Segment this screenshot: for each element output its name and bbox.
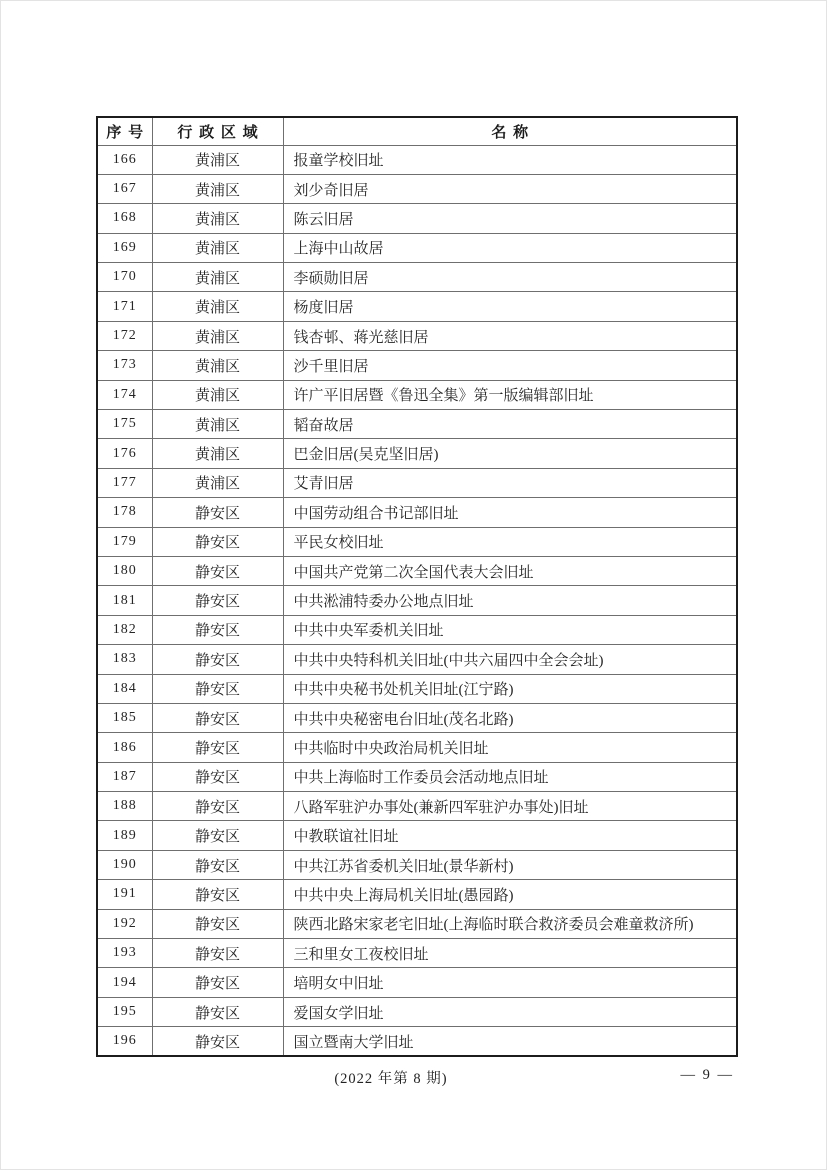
column-header-label: 名称 (491, 123, 535, 141)
serial-cell: 189 (97, 821, 152, 850)
table-row (97, 204, 737, 233)
column-header-label: 序号 (106, 123, 150, 141)
table-row (97, 615, 737, 644)
serial-cell: 190 (97, 850, 152, 879)
district-cell: 静安区 (152, 527, 283, 556)
serial-cell: 196 (97, 1027, 152, 1056)
district-cell: 静安区 (152, 880, 283, 909)
district-cell: 静安区 (152, 909, 283, 938)
table-row (97, 321, 737, 350)
serial-cell: 195 (97, 997, 152, 1026)
district-cell: 静安区 (152, 556, 283, 585)
district-cell: 黄浦区 (152, 292, 283, 321)
district-cell: 黄浦区 (152, 410, 283, 439)
name-cell: 刘少奇旧居 (283, 174, 737, 203)
name-cell: 中教联谊社旧址 (283, 821, 737, 850)
serial-cell: 181 (97, 586, 152, 615)
serial-cell: 171 (97, 292, 152, 321)
serial-cell: 174 (97, 380, 152, 409)
name-cell: 中共中央特科机关旧址(中共六届四中全会会址) (283, 645, 737, 674)
serial-cell: 186 (97, 733, 152, 762)
serial-cell: 173 (97, 351, 152, 380)
serial-cell: 168 (97, 204, 152, 233)
district-cell: 黄浦区 (152, 380, 283, 409)
district-cell: 静安区 (152, 850, 283, 879)
table-row (97, 263, 737, 292)
name-cell: 钱杏邨、蒋光慈旧居 (283, 321, 737, 350)
name-cell: 韬奋故居 (283, 410, 737, 439)
table-row (97, 939, 737, 968)
name-cell: 沙千里旧居 (283, 351, 737, 380)
table-row (97, 351, 737, 380)
serial-cell: 182 (97, 615, 152, 644)
name-cell: 八路军驻沪办事处(兼新四军驻沪办事处)旧址 (283, 792, 737, 821)
name-cell: 艾青旧居 (283, 468, 737, 497)
name-cell: 中国共产党第二次全国代表大会旧址 (283, 556, 737, 585)
table-row (97, 850, 737, 879)
district-cell: 黄浦区 (152, 321, 283, 350)
serial-cell: 183 (97, 645, 152, 674)
name-cell: 中共江苏省委机关旧址(景华新村) (283, 850, 737, 879)
district-cell: 静安区 (152, 703, 283, 732)
table-row (97, 997, 737, 1026)
table-row (97, 586, 737, 615)
name-cell: 中共中央上海局机关旧址(愚园路) (283, 880, 737, 909)
column-header-2 (283, 117, 737, 145)
name-cell: 中共上海临时工作委员会活动地点旧址 (283, 762, 737, 791)
header-row (97, 117, 737, 145)
table-row (97, 880, 737, 909)
name-cell: 爱国女学旧址 (283, 997, 737, 1026)
table-row (97, 645, 737, 674)
name-cell: 国立暨南大学旧址 (283, 1027, 737, 1056)
district-cell: 黄浦区 (152, 351, 283, 380)
name-cell: 平民女校旧址 (283, 527, 737, 556)
table-row (97, 233, 737, 262)
column-header-label: 行政区域 (177, 123, 265, 141)
serial-cell: 179 (97, 527, 152, 556)
name-cell: 陈云旧居 (283, 204, 737, 233)
table-row (97, 380, 737, 409)
serial-cell: 172 (97, 321, 152, 350)
district-cell: 静安区 (152, 821, 283, 850)
table-row (97, 909, 737, 938)
serial-cell: 166 (97, 145, 152, 174)
name-cell: 中国劳动组合书记部旧址 (283, 498, 737, 527)
column-header-1 (152, 117, 283, 145)
table-row (97, 556, 737, 585)
name-cell: 杨度旧居 (283, 292, 737, 321)
name-cell: 上海中山故居 (283, 233, 737, 262)
table-row (97, 174, 737, 203)
district-cell: 黄浦区 (152, 263, 283, 292)
district-cell: 黄浦区 (152, 145, 283, 174)
name-cell: 许广平旧居暨《鲁迅全集》第一版编辑部旧址 (283, 380, 737, 409)
table-row (97, 733, 737, 762)
name-cell: 陕西北路宋家老宅旧址(上海临时联合救济委员会难童救济所) (283, 909, 737, 938)
serial-cell: 188 (97, 792, 152, 821)
district-cell: 黄浦区 (152, 439, 283, 468)
table-row (97, 792, 737, 821)
serial-cell: 192 (97, 909, 152, 938)
table-row (97, 821, 737, 850)
table-header (97, 117, 737, 145)
name-cell: 李硕勋旧居 (283, 263, 737, 292)
district-cell: 黄浦区 (152, 233, 283, 262)
table-row (97, 498, 737, 527)
district-cell: 黄浦区 (152, 468, 283, 497)
serial-cell: 175 (97, 410, 152, 439)
name-cell: 培明女中旧址 (283, 968, 737, 997)
serial-cell: 191 (97, 880, 152, 909)
district-cell: 静安区 (152, 645, 283, 674)
table-row (97, 968, 737, 997)
table-row (97, 410, 737, 439)
name-cell: 中共淞浦特委办公地点旧址 (283, 586, 737, 615)
table-row (97, 762, 737, 791)
serial-cell: 184 (97, 674, 152, 703)
district-cell: 静安区 (152, 968, 283, 997)
district-cell: 静安区 (152, 792, 283, 821)
district-cell: 静安区 (152, 615, 283, 644)
serial-cell: 194 (97, 968, 152, 997)
district-cell: 静安区 (152, 586, 283, 615)
table-row (97, 145, 737, 174)
serial-cell: 176 (97, 439, 152, 468)
district-cell: 静安区 (152, 733, 283, 762)
table-row (97, 703, 737, 732)
serial-cell: 178 (97, 498, 152, 527)
district-cell: 静安区 (152, 1027, 283, 1056)
name-cell: 中共中央军委机关旧址 (283, 615, 737, 644)
table-row (97, 468, 737, 497)
column-header-0 (97, 117, 152, 145)
district-cell: 静安区 (152, 498, 283, 527)
serial-cell: 185 (97, 703, 152, 732)
table-row (97, 292, 737, 321)
footer-issue-label: (2022 年第 8 期) (334, 1071, 448, 1087)
page-number: — 9 — (680, 1067, 734, 1083)
table-row (97, 674, 737, 703)
name-cell: 中共中央秘密电台旧址(茂名北路) (283, 703, 737, 732)
serial-cell: 177 (97, 468, 152, 497)
table-row (97, 439, 737, 468)
district-cell: 静安区 (152, 674, 283, 703)
serial-cell: 193 (97, 939, 152, 968)
serial-cell: 180 (97, 556, 152, 585)
name-cell: 中共临时中央政治局机关旧址 (283, 733, 737, 762)
table-row (97, 527, 737, 556)
district-cell: 静安区 (152, 762, 283, 791)
district-cell: 静安区 (152, 997, 283, 1026)
name-cell: 中共中央秘书处机关旧址(江宁路) (283, 674, 737, 703)
district-cell: 黄浦区 (152, 204, 283, 233)
district-cell: 静安区 (152, 939, 283, 968)
table-body (97, 145, 737, 1056)
serial-cell: 187 (97, 762, 152, 791)
heritage-sites-table (96, 116, 738, 1057)
serial-cell: 169 (97, 233, 152, 262)
table-row (97, 1027, 737, 1056)
serial-cell: 170 (97, 263, 152, 292)
district-cell: 黄浦区 (152, 174, 283, 203)
serial-cell: 167 (97, 174, 152, 203)
name-cell: 巴金旧居(吴克坚旧居) (283, 439, 737, 468)
name-cell: 三和里女工夜校旧址 (283, 939, 737, 968)
name-cell: 报童学校旧址 (283, 145, 737, 174)
